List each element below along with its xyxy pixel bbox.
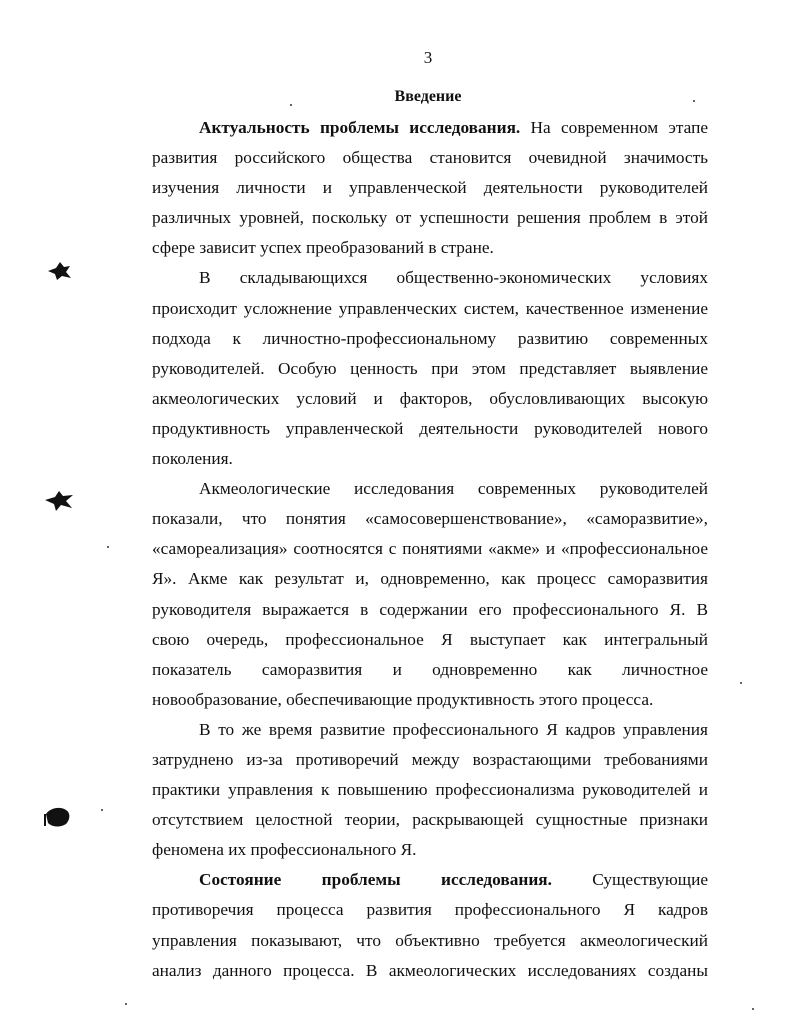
scan-speck bbox=[693, 100, 695, 102]
text-line: изучения личности и управленческой деятельности руководителей bbox=[152, 178, 708, 198]
scan-speck bbox=[752, 1008, 754, 1010]
page-number: 3 bbox=[423, 48, 433, 67]
text-line: сфере зависит успех преобразований в стране. bbox=[152, 238, 494, 258]
text-line: акмеологических условий и факторов, обусловливающих высокую bbox=[152, 388, 708, 408]
scan-speck bbox=[107, 546, 109, 548]
text-line: показатель саморазвития и одновременно как личностное bbox=[152, 659, 708, 679]
paragraph-relevance bbox=[152, 113, 708, 263]
scan-speck bbox=[101, 809, 103, 811]
paragraph-state bbox=[152, 865, 708, 985]
text-line: подхода к личностно-профессиональному развитию современных bbox=[152, 328, 708, 348]
text-line: противоречия процесса развития профессионального Я кадров bbox=[152, 900, 708, 920]
text-line: управления показывают, что объективно требуется акмеологический bbox=[152, 930, 708, 950]
section-title: Введение bbox=[394, 88, 462, 105]
paragraph-contradictions bbox=[152, 715, 708, 865]
text-line: продуктивность управленческой деятельности руководителей нового bbox=[152, 418, 708, 438]
text-line: происходит усложнение управленческих систем, качественное изменение bbox=[152, 298, 708, 318]
text-line: руководителя выражается в содержании его профессионального Я. В bbox=[152, 599, 708, 619]
text-line: В складывающихся общественно-экономических условиях bbox=[199, 268, 708, 288]
punch-hole-mark-top bbox=[44, 258, 74, 282]
text-line: затруднено из-за противоречий между возрастающими требованиями bbox=[152, 749, 708, 769]
text-line: свою очередь, профессиональное Я выступает как интегральный bbox=[152, 629, 708, 649]
lead-heading: Состояние проблемы исследования. bbox=[199, 870, 552, 890]
body-text bbox=[152, 113, 708, 986]
text-line: феномена их профессионального Я. bbox=[152, 840, 417, 860]
text-line: показали, что понятия «самосовершенствование», «саморазвитие», bbox=[152, 509, 708, 529]
punch-hole-mark-bottom bbox=[42, 804, 74, 830]
text-line: руководителей. Особую ценность при этом представляет выявление bbox=[152, 358, 708, 378]
text-line: практики управления к повышению профессионализма руководителей и bbox=[152, 780, 708, 800]
lead-heading: Актуальность проблемы исследования. bbox=[199, 118, 521, 137]
paragraph-conditions bbox=[152, 263, 708, 474]
text-line: новообразование, обеспечивающие продуктивность этого процесса. bbox=[152, 689, 654, 709]
text-line: Актуальность проблемы исследования. На современном этапе bbox=[199, 118, 708, 137]
text-line: анализ данного процесса. В акмеологических исследованиях созданы bbox=[152, 960, 708, 980]
text-line: Акмеологические исследования современных руководителей bbox=[199, 479, 708, 499]
text-line: В то же время развитие профессионального Я кадров управления bbox=[199, 719, 708, 739]
scan-speck bbox=[125, 1003, 127, 1005]
text-line: отсутствием целостной теории, раскрывающей сущностные признаки bbox=[152, 810, 708, 830]
text-line: поколения. bbox=[152, 449, 233, 469]
text-line: Состояние проблемы исследования. Существующие bbox=[199, 870, 708, 890]
text-line: различных уровней, поскольку от успешности решения проблем в этой bbox=[152, 208, 708, 228]
text-line: развития российского общества становится очевидной значимость bbox=[152, 148, 708, 168]
text-line: «самореализация» соотносятся с понятиями «акме» и «профессиональное bbox=[152, 539, 708, 559]
scan-speck bbox=[740, 682, 742, 684]
text-line: Я». Акме как результат и, одновременно, как процесс саморазвития bbox=[152, 569, 708, 589]
scan-speck bbox=[290, 104, 292, 106]
punch-hole-mark-middle bbox=[42, 488, 76, 514]
paragraph-acmeology bbox=[152, 474, 708, 715]
